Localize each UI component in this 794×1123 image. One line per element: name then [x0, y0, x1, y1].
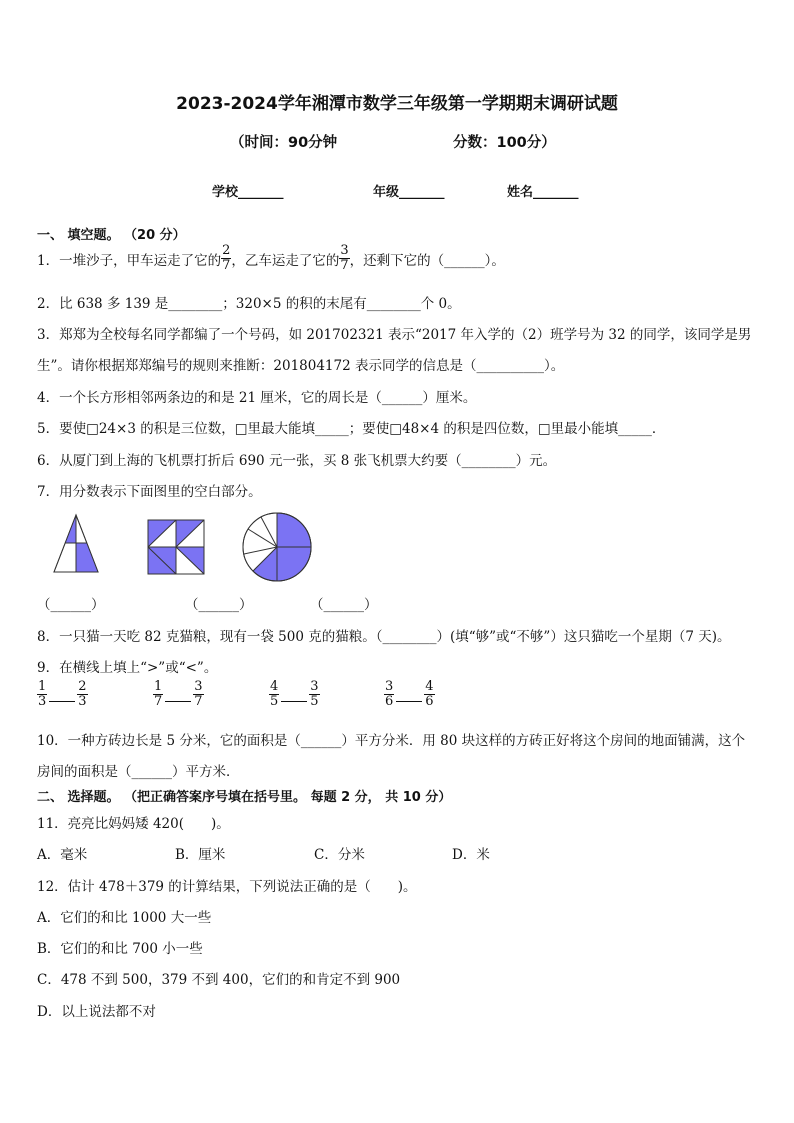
exam-time: （时间：90分钟 [230, 135, 338, 151]
question-2: 2．比 638 多 139 是________；320×5 的积的末尾有________个 0。 [37, 296, 461, 312]
comparison-4: $\frac{3}{6}$ $\frac{4}{6}$ [385, 679, 434, 709]
q12-option-d: D．以上说法都不对 [37, 1004, 156, 1020]
question-3-line1: 3．郑郑为全校每名同学都编了一个号码，如 201702321 表示“2017 年入学的（2）班学号为 32 的同学，该同学是男 [37, 327, 752, 343]
question-10-line2: 房间的面积是（______）平方米． [37, 764, 240, 780]
q11-option-c: C．分米 [314, 847, 365, 863]
circle-figure [240, 510, 314, 584]
page-title: 2023-2024学年湘潭市数学三年级第一学期期末调研试题 [176, 94, 618, 114]
q1-text-a: 1．一堆沙子，甲车运走了它的 [37, 252, 222, 269]
question-5: 5．要使□24×3 的积是三位数，□里最大能填_____；要使□48×4 的积是四位数，□里最小能填_____． [37, 421, 666, 437]
fraction-2-7: $\frac{2}{7}$ [222, 243, 231, 273]
name-field: 姓名_______ [507, 185, 579, 200]
question-10-line1: 10．一种方砖边长是 5 分米，它的面积是（______）平方分米．用 80 块这样的方砖正好将这个房间的地面铺满，这个 [37, 733, 746, 749]
q12-option-a: A．它们的和比 1000 大一些 [37, 910, 212, 926]
q11-option-a: A．毫米 [37, 847, 88, 863]
question-11: 11．亮亮比妈妈矮 420( )。 [37, 816, 230, 832]
q11-option-b: B．厘米 [175, 847, 226, 863]
section-heading-fill-blank: 一、 填空题。 （20 分） [37, 228, 186, 243]
q1-text-c: ，还剩下它的（______）。 [349, 252, 505, 269]
comparison-1: $\frac{1}{3}$ $\frac{2}{3}$ [38, 679, 87, 709]
q12-option-b: B．它们的和比 700 小一些 [37, 941, 203, 957]
fraction-3-7: $\frac{3}{7}$ [340, 243, 349, 273]
section-heading-choice: 二、 选择题。 （把正确答案序号填在括号里。 每题 2 分， 共 10 分） [37, 790, 452, 805]
question-12: 12．估计 478＋379 的计算结果，下列说法正确的是（ )。 [37, 879, 417, 895]
grade-field: 年级_______ [373, 185, 445, 200]
question-8: 8．一只猫一天吃 82 克猫粮，现有一袋 500 克的猫粮。（________）(填“够”或“不够”）这只猫吃一个星期（7 天)。 [37, 629, 731, 645]
question-1 [37, 244, 505, 273]
q11-option-d: D．米 [452, 847, 490, 863]
school-field: 学校_______ [212, 185, 284, 200]
exam-score: 分数：100分） [453, 135, 556, 151]
triangle-figure [50, 513, 102, 575]
q12-option-c: C．478 不到 500，379 不到 400，它们的和肯定不到 900 [37, 972, 401, 988]
question-6: 6．从厦门到上海的飞机票打折后 690 元一张，买 8 张飞机票大约要（________）元。 [37, 453, 557, 469]
comparison-2: $\frac{1}{7}$ $\frac{3}{7}$ [154, 679, 203, 709]
square-figure [146, 518, 206, 576]
question-7: 7．用分数表示下面图里的空白部分。 [37, 484, 262, 500]
q7-answer-2: （______） [185, 597, 253, 613]
comparison-3: $\frac{4}{5}$ $\frac{3}{5}$ [270, 679, 319, 709]
q7-answer-1: （______） [37, 597, 105, 613]
question-9: 9．在横线上填上“>”或“<”。 [37, 660, 218, 676]
q7-answer-3: （______） [310, 597, 378, 613]
q1-text-b: ，乙车运走了它的 [231, 252, 340, 269]
question-3-line2: 生”。请你根据郑郑编号的规则来推断：201804172 表示同学的信息是（__________）。 [37, 358, 565, 374]
question-4: 4．一个长方形相邻两条边的和是 21 厘米，它的周长是（______）厘米。 [37, 390, 477, 406]
